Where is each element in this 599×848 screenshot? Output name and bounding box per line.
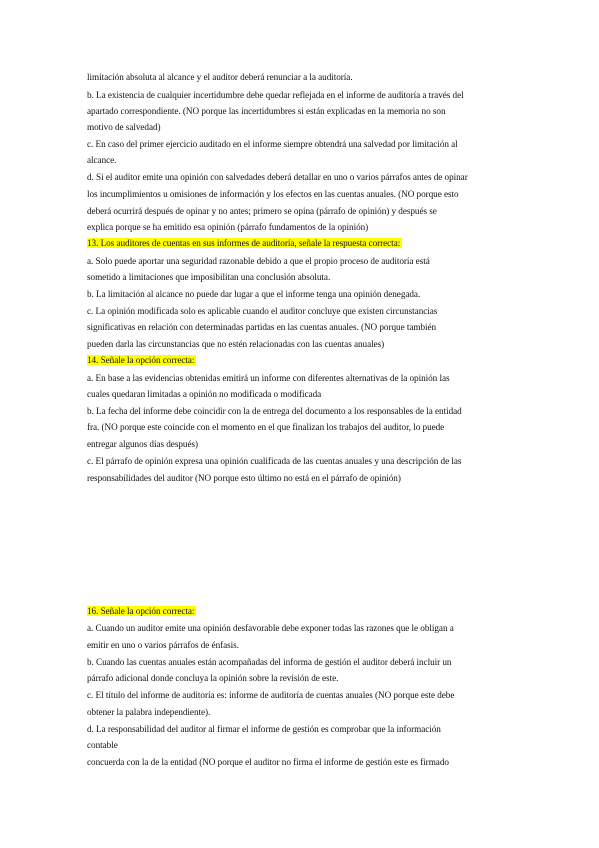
option-line: sometido a limitaciones que imposibilitan una conclusión absoluta. (87, 272, 331, 282)
option-line: cuales quedaran limitadas a opinión no modificada o modificada (87, 389, 322, 399)
option-line: c. El título del informe de auditoría es: informe de auditoría de cuentas anuales (NO porque este debe (87, 690, 455, 700)
option-line: contable (87, 740, 118, 750)
text-line: apartado correspondiente. (NO porque las incertidumbres si están explicadas en la memoria no son (87, 106, 446, 116)
text-line: deberá ocurrirá después de opinar y no antes; primero se opina (párrafo de opinión) y después se (87, 206, 437, 216)
option-line: b. La limitación al alcance no puede dar lugar a que el informe tenga una opinión denegada. (87, 289, 421, 299)
option-line: significativas en relación con determinadas partidas en las cuentas anuales. (NO porque también (87, 322, 437, 332)
option-line: obtener la palabra independiente). (87, 707, 211, 717)
option-line: concuerda con la de la entidad (NO porque el auditor no firma el informe de gestión este es firmado (87, 757, 449, 767)
highlighted-text: 16. Señale la opción correcta: (87, 606, 195, 616)
question-16-heading (87, 605, 517, 617)
question-13-heading (87, 237, 517, 249)
text-line: los incumplimientos u omisiones de información y los efectos en las cuentas anuales. (NO porque esto (87, 189, 459, 199)
option-line: responsabilidades del auditor (NO porque esto último no está en el párrafo de opinión) (87, 473, 401, 483)
option-line: a. En base a las evidencias obtenidas emitirá un informe con diferentes alternativas de la opinión las (87, 373, 450, 383)
text-line: b. La existencia de cualquier incertidumbre debe quedar reflejada en el informe de auditoría a través del (87, 90, 464, 100)
option-line: entregar algunos días después) (87, 439, 199, 449)
option-line: c. La opinión modificada solo es aplicable cuando el auditor concluye que existen circunstancias (87, 306, 438, 316)
option-line: b. Cuando las cuentas anuales están acompañadas del informa de gestión el auditor deberá incluir un (87, 657, 452, 667)
option-line: fra. (NO porque este coincide con el momento en el que finalizan los trabajos del auditor, lo puede (87, 422, 445, 432)
option-line: d. La responsabilidad del auditor al firmar el informe de gestión es comprobar que la información (87, 724, 441, 734)
question-14-heading (87, 354, 517, 366)
option-line: párrafo adicional donde concluya la opinión sobre la revisión de este. (87, 673, 339, 683)
highlighted-text: 14. Señale la opción correcta: (87, 355, 195, 365)
text-line: c. En caso del primer ejercicio auditado en el informe siempre obtendrá una salvedad por limitación al (87, 139, 458, 149)
option-line: b. La fecha del informe debe coincidir con la de entrega del documento a los responsables de la entidad (87, 406, 462, 416)
option-line: a. Cuando un auditor emite una opinión desfavorable debe exponer todas las razones que le obligan a (87, 623, 454, 633)
highlighted-text: 13. Los auditores de cuentas en sus informes de auditoría, señale la respuesta correcta: (87, 238, 401, 248)
option-line: c. El párrafo de opinión expresa una opinión cualificada de las cuentas anuales y una descripción de las (87, 456, 462, 466)
text-line: motivo de salvedad) (87, 122, 161, 132)
text-line: d. Si el auditor emite una opinión con salvedades deberá detallar en uno o varios párrafos antes de opinar (87, 172, 468, 182)
text-line: limitación absoluta al alcance y el auditor deberá renunciar a la auditoría. (87, 72, 353, 82)
option-line: a. Solo puede aportar una seguridad razonable debido a que el propio proceso de auditoría está (87, 256, 430, 266)
text-line: explica porque se ha emitido esa opinión (párrafo fundamentos de la opinión) (87, 222, 369, 232)
text-line: alcance. (87, 155, 117, 165)
option-line: emitir en uno o varios párrafos de énfasis. (87, 640, 239, 650)
option-line: pueden darla las circunstancias que no estén relacionadas con las cuentas anuales) (87, 339, 385, 349)
